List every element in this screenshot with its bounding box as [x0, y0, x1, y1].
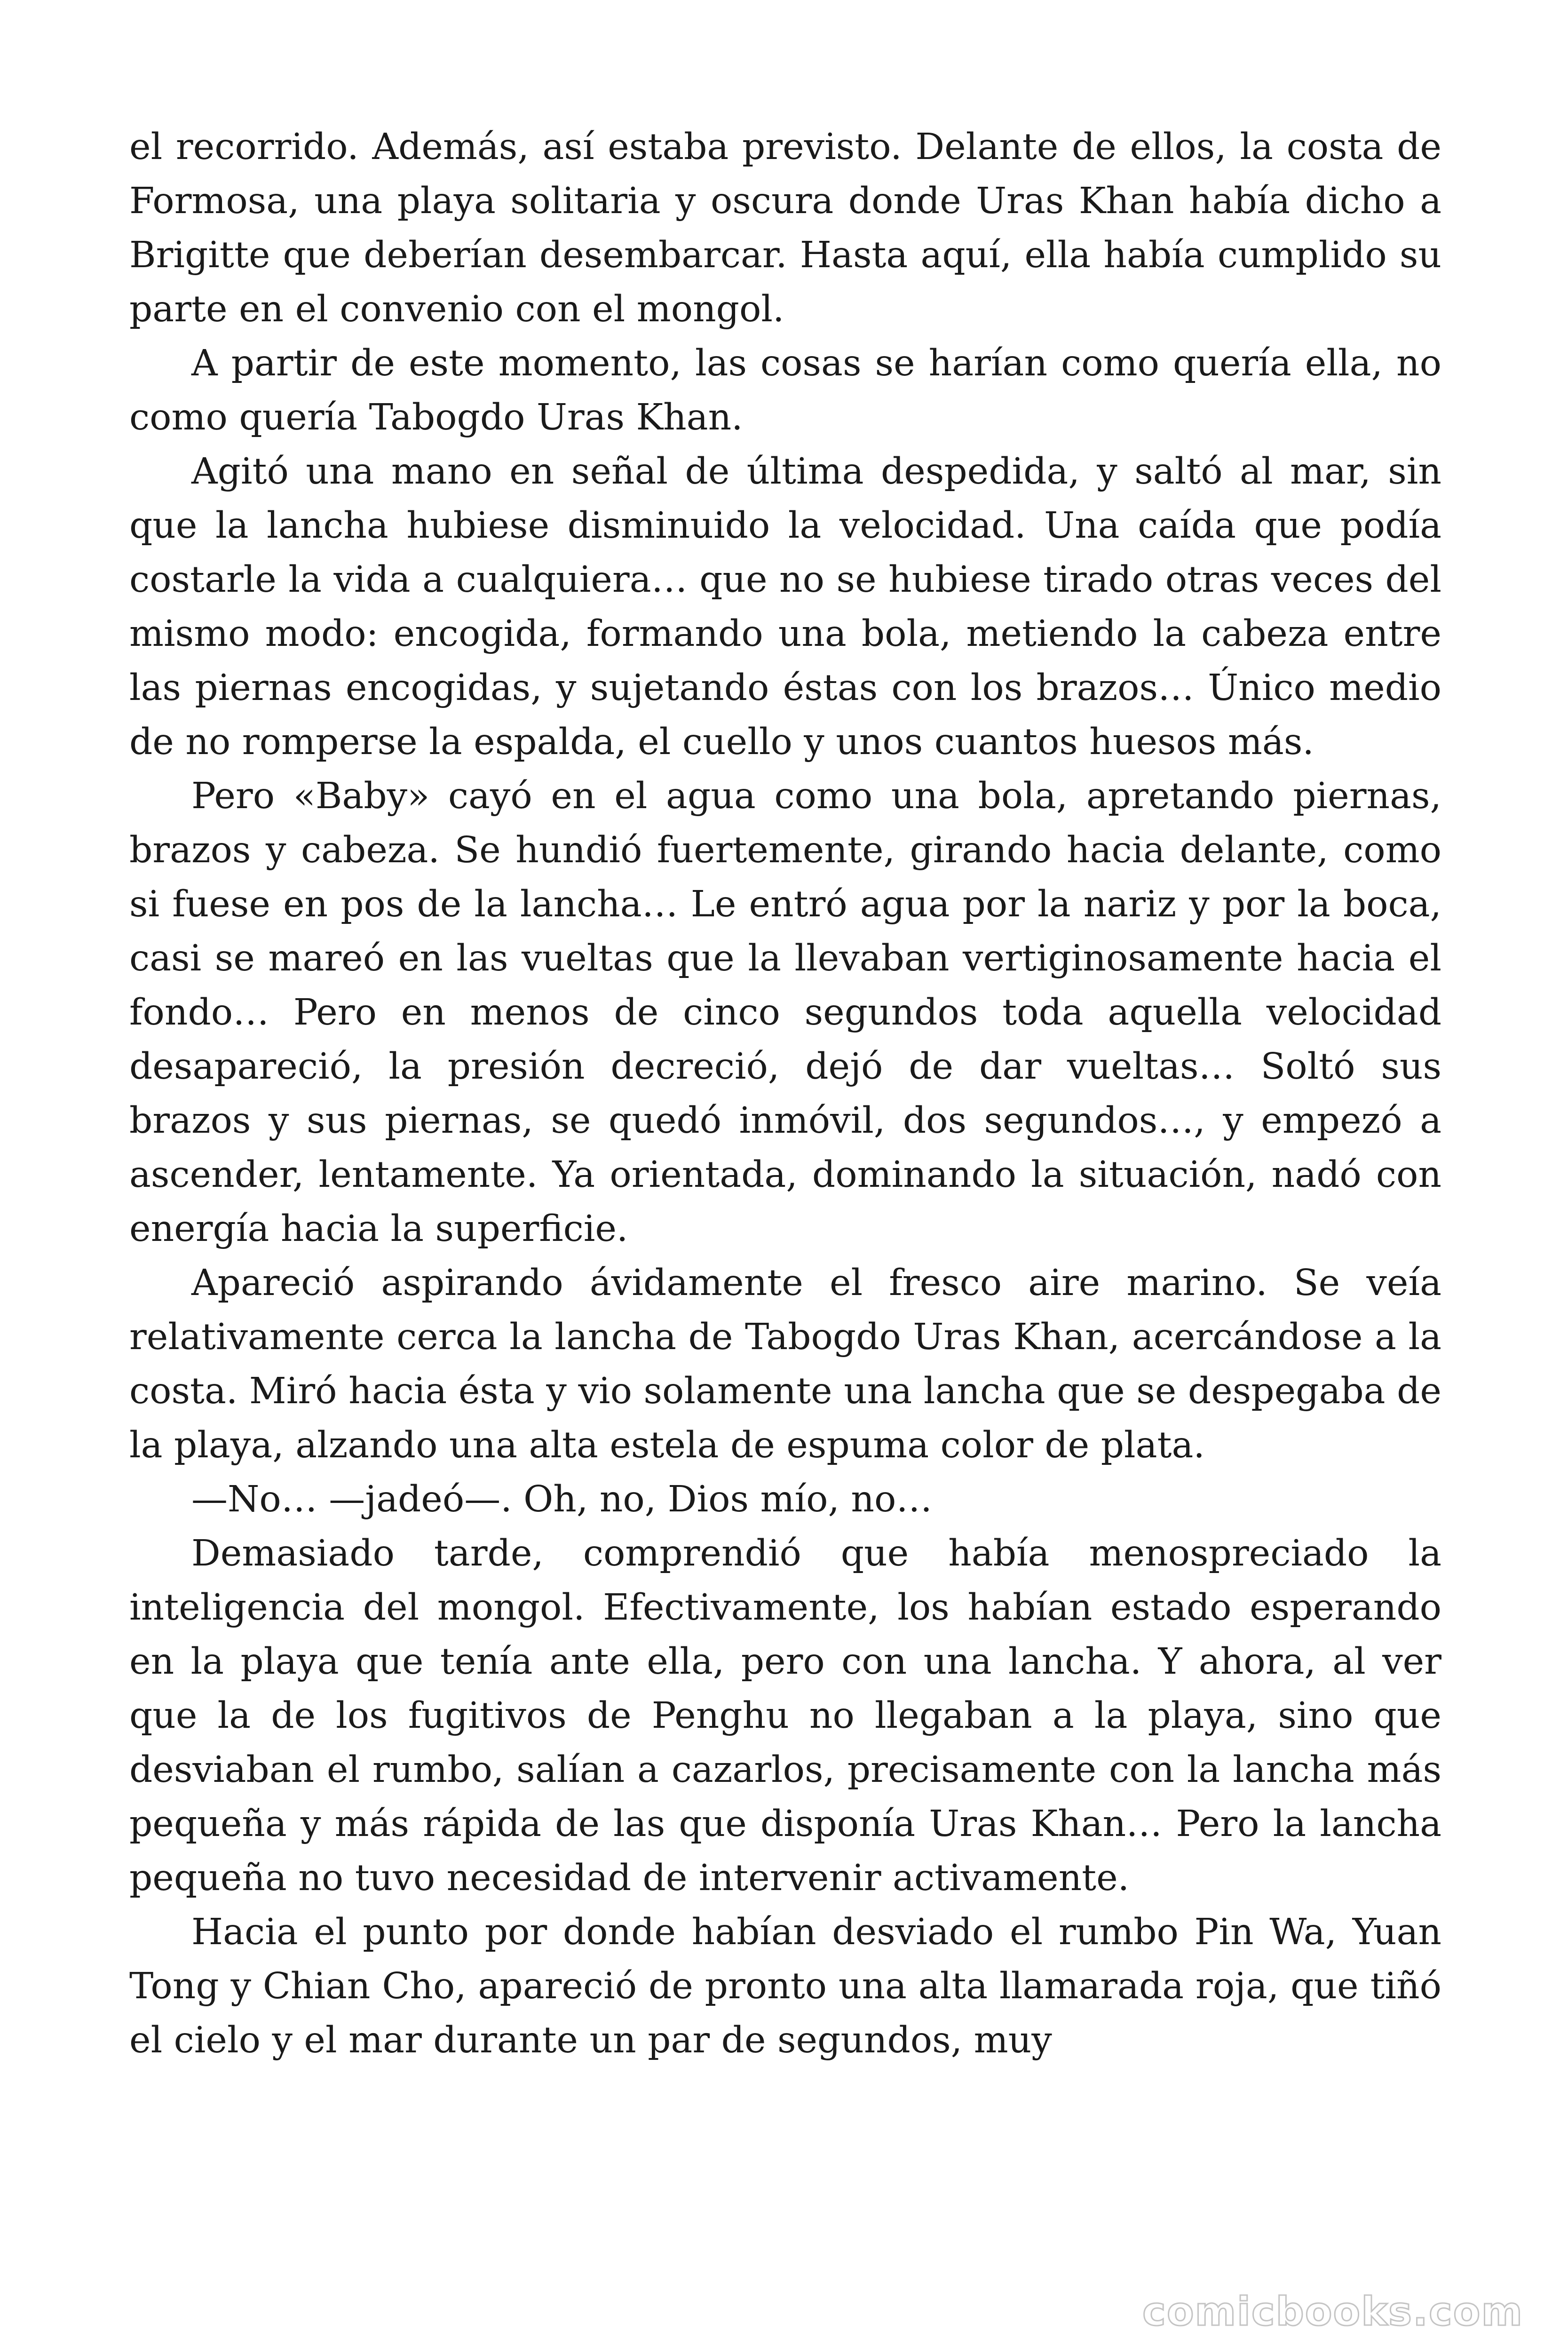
body-text	[129, 120, 1441, 2067]
paragraph-1: el recorrido. Además, así estaba previsto. Delante de ellos, la costa de Formosa, una playa solitaria y oscura donde Uras Khan había dicho a Brigitte que deberían desembarcar. Hasta aquí, ella había cumplido su parte en el convenio con el mongol.	[129, 126, 1441, 330]
paragraph-5: Apareció aspirando ávidamente el fresco aire marino. Se veía relativamente cerca la lancha de Tabogdo Uras Khan, acercándose a la costa. Miró hacia ésta y vio solamente una lancha que se despegaba de la playa, alzando una alta estela de espuma color de plata.	[129, 1262, 1441, 1466]
paragraph-6: —No… —jadeó—. Oh, no, Dios mío, no…	[191, 1478, 933, 1520]
site-watermark: comicbooks.com	[1142, 2288, 1523, 2335]
paragraph-8: Hacia el punto por donde habían desviado el rumbo Pin Wa, Yuan Tong y Chian Cho, apareció de pronto una alta llamarada roja, que tiñó el cielo y el mar durante un par de segundos, muy	[129, 1911, 1441, 2061]
paragraph-7: Demasiado tarde, comprendió que había menospreciado la inteligencia del mongol. Efectivamente, los habían estado esperando en la playa que tenía ante ella, pero con una lancha. Y ahora, al ver que la de los fugitivos de Penghu no llegaban a la playa, sino que desviaban el rumbo, salían a cazarlos, precisamente con la lancha más pequeña y más rápida de las que disponía Uras Khan… Pero la lancha pequeña no tuvo necesidad de intervenir activamente.	[129, 1533, 1441, 1899]
paragraph-2: A partir de este momento, las cosas se harían como quería ella, no como quería Tabogdo Uras Khan.	[129, 342, 1441, 438]
paragraph-3: Agitó una mano en señal de última despedida, y saltó al mar, sin que la lancha hubiese disminuido la velocidad. Una caída que podía costarle la vida a cualquiera… que no se hubiese tirado otras veces del mismo modo: encogida, formando una bola, metiendo la cabeza entre las piernas encogidas, y sujetando éstas con los brazos… Único medio de no romperse la espalda, el cuello y unos cuantos huesos más.	[129, 451, 1441, 763]
paragraph-4: Pero «Baby» cayó en el agua como una bola, apretando piernas, brazos y cabeza. Se hundió fuertemente, girando hacia delante, como si fuese en pos de la lancha… Le entró agua por la nariz y por la boca, casi se mareó en las vueltas que la llevaban vertiginosamente hacia el fondo… Pero en menos de cinco segundos toda aquella velocidad desapareció, la presión decreció, dejó de dar vueltas… Soltó sus brazos y sus piernas, se quedó inmóvil, dos segundos…, y empezó a ascender, lentamente. Ya orientada, dominando la situación, nadó con energía hacia la superficie.	[129, 775, 1441, 1250]
